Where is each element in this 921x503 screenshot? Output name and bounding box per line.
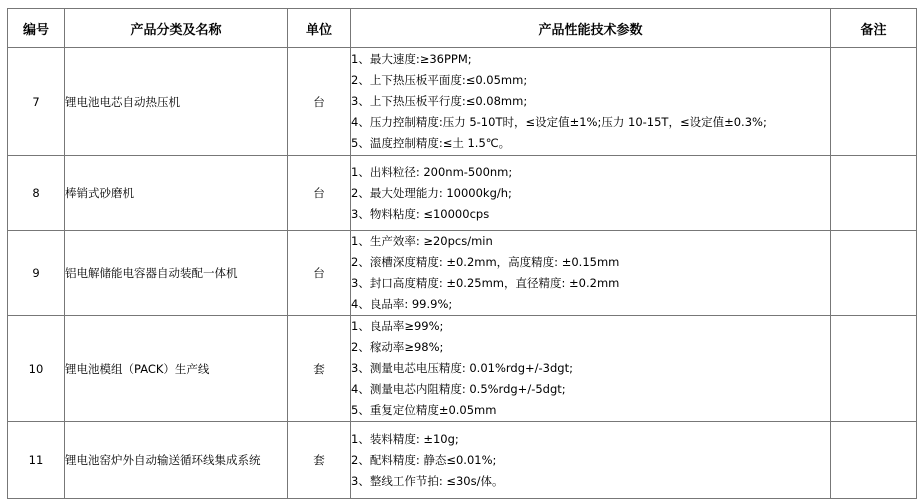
row-specs — [351, 156, 831, 231]
row-specs — [351, 231, 831, 316]
row-name: 棒销式砂磨机 — [65, 156, 288, 231]
row-unit: 台 — [288, 48, 351, 156]
row-unit: 套 — [288, 316, 351, 422]
row-remark — [831, 48, 917, 156]
spec-line: 3、物料粘度: ≤10000cps — [351, 206, 490, 221]
spec-line: 5、温度控制精度:≤土 1.5℃。 — [351, 136, 511, 150]
table-row — [8, 422, 917, 499]
spec-table — [7, 8, 917, 499]
spec-line: 2、稼动率≥98%; — [351, 340, 444, 354]
spec-line: 1、装料精度: ±10g; — [351, 431, 459, 446]
row-remark — [831, 231, 917, 316]
spec-line: 1、生产效率: ≥20pcs/min — [351, 234, 493, 248]
spec-line: 4、压力控制精度:压力 5-10T时，≤设定值±1%;压力 10-15T，≤设定值±0.3%; — [351, 115, 767, 129]
table-header — [8, 9, 917, 48]
table-row — [8, 156, 917, 231]
row-unit: 台 — [288, 156, 351, 231]
spec-line: 3、整线工作节拍: ≤30s/体。 — [351, 473, 504, 488]
row-name: 锂电池模组（PACK）生产线 — [65, 316, 288, 422]
row-num: 7 — [8, 48, 65, 156]
spec-line: 1、出料粒径: 200nm-500nm; — [351, 164, 513, 179]
table-row — [8, 231, 917, 316]
header-unit: 单位 — [288, 9, 351, 48]
header-remark: 备注 — [831, 9, 917, 48]
row-num: 11 — [8, 422, 65, 499]
row-num: 9 — [8, 231, 65, 316]
spec-line: 4、良品率: 99.9%; — [351, 297, 453, 311]
spec-line: 4、测量电芯内阻精度: 0.5%rdg+/-5dgt; — [351, 382, 566, 396]
row-name: 锂电池窑炉外自动输送循环线集成系统 — [65, 422, 288, 499]
spec-line: 2、最大处理能力: 10000kg/h; — [351, 185, 512, 200]
table-body — [8, 48, 917, 499]
row-remark — [831, 156, 917, 231]
row-unit: 台 — [288, 231, 351, 316]
header-num: 编号 — [8, 9, 65, 48]
row-specs — [351, 422, 831, 499]
header-row — [8, 9, 917, 48]
row-remark — [831, 422, 917, 499]
row-specs — [351, 316, 831, 422]
spec-line: 2、上下热压板平面度:≤0.05mm; — [351, 73, 528, 87]
spec-line: 5、重复定位精度±0.05mm — [351, 403, 497, 417]
row-num: 10 — [8, 316, 65, 422]
spec-line: 3、封口高度精度: ±0.25mm，直径精度: ±0.2mm — [351, 276, 620, 290]
spec-line: 3、测量电芯电压精度: 0.01%rdg+/-3dgt; — [351, 361, 573, 375]
spec-line: 2、配料精度: 静态≤0.01%; — [351, 452, 497, 467]
table-row — [8, 48, 917, 156]
row-remark — [831, 316, 917, 422]
row-name: 锂电池电芯自动热压机 — [65, 48, 288, 156]
spec-line: 1、良品率≥99%; — [351, 319, 444, 333]
header-name: 产品分类及名称 — [65, 9, 288, 48]
row-unit: 套 — [288, 422, 351, 499]
spec-line: 3、上下热压板平行度:≤0.08mm; — [351, 94, 528, 108]
row-name: 铝电解储能电容器自动装配一体机 — [65, 231, 288, 316]
spec-line: 2、滚槽深度精度: ±0.2mm，高度精度: ±0.15mm — [351, 255, 620, 269]
row-num: 8 — [8, 156, 65, 231]
table-row — [8, 316, 917, 422]
row-specs — [351, 48, 831, 156]
header-specs: 产品性能技术参数 — [351, 9, 831, 48]
spec-line: 1、最大速度:≥36PPM; — [351, 52, 472, 66]
